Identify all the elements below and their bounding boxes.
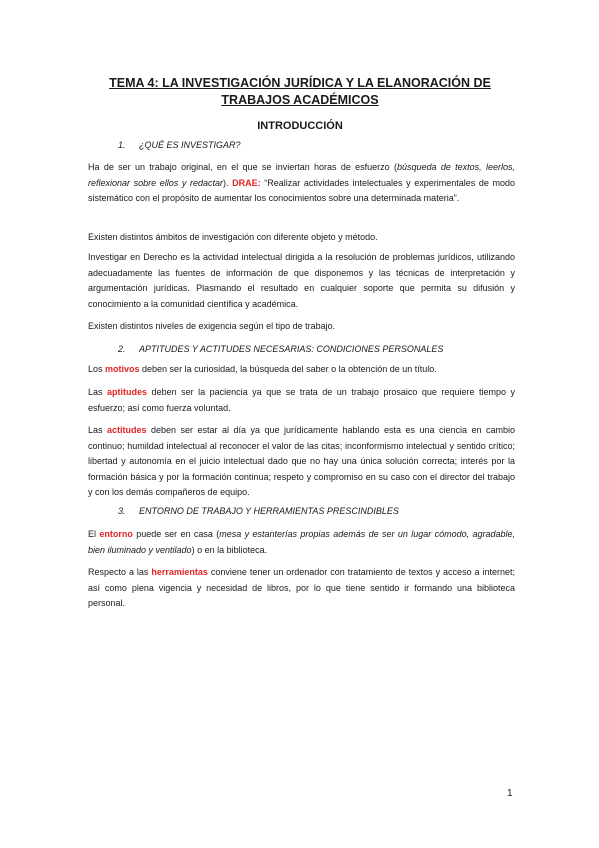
text-run: “Realizar actividades intelectuales y experimentales de modo sistemático con el propósito de aumentar los conocimientos sobre una determinada materia”. [88, 177, 515, 204]
text-run: puede ser en casa ( [132, 529, 220, 539]
section-3-paragraph-entorno [88, 527, 515, 558]
text-run: ). [223, 177, 233, 188]
text-run-italic: búsqueda de textos, leerlos, reflexionar sobre ellos y redactar [88, 162, 516, 188]
document-title: TEMA 4: LA INVESTIGACIÓN JURÍDICA Y LA ELANORACIÓN DE TRABAJOS ACADÉMICOS [109, 76, 491, 107]
text-run: Ha de ser un trabajo original, en el que se inviertan horas de esfuerzo ( [88, 162, 397, 172]
section-1-number: 1. [118, 140, 126, 150]
section-2-heading [118, 343, 538, 355]
section-2-number: 2. [118, 344, 126, 354]
section-1-paragraph-4: Existen distintos niveles de exigencia según el tipo de trabajo. [88, 321, 336, 331]
section-2-paragraph-motivos [88, 362, 515, 378]
section-1-paragraph-3: Investigar en Derecho es la actividad intelectual dirigida a la resolución de problemas jurídicos, utilizando adecuadamente las fuentes de información de que disponemos y las técnicas de interpretación y argumentación jurídicas. Plasmando el resultado en cualquier soporte que permita su difusión y conocimiento a la comunidad científica y académica. [88, 252, 515, 309]
section-3-number: 3. [118, 506, 126, 516]
highlight-motivos: motivos [105, 364, 140, 374]
section-1-heading [118, 139, 538, 151]
section-2-paragraph-aptitudes [88, 385, 515, 416]
drae-label: DRAE: [232, 177, 261, 188]
text-run: Las [88, 425, 107, 435]
section-3-paragraph-herramientas [88, 565, 515, 612]
text-run: El [88, 529, 100, 539]
section-2-paragraph-actitudes [88, 423, 515, 501]
text-run: deben ser estar al día ya que jurídicamente hablando esta es una ciencia en cambio continuo; humildad intelectual al reconocer el valor de las citas; inconformismo intelectual y sentido crítico; libertad y autonomía en el juicio intelectual dado que no hay una única solución correcta; interés por la formación básica y por la formación continua; respeto y compromiso en su caso con el director del trabajo y con los demás compañeros de equipo. [88, 425, 515, 498]
highlight-entorno: entorno [99, 529, 133, 539]
highlight-actitudes: actitudes [107, 425, 147, 435]
text-run: conviene tener un ordenador con tratamiento de textos y acceso a internet; así como plena vigencia y necesidad de libros, por lo que tiene sentido ir formando una biblioteca personal. [88, 567, 515, 609]
section-3-heading-text: ENTORNO DE TRABAJO Y HERRAMIENTAS PRESCINDIBLES [139, 506, 399, 516]
section-3-heading [118, 505, 538, 517]
section-title-introduccion: INTRODUCCIÓN [257, 120, 343, 132]
section-1-paragraph-1 [88, 160, 515, 207]
page-number: 1 [507, 788, 513, 799]
section-1-heading-text: ¿QUÉ ES INVESTIGAR? [139, 140, 241, 150]
highlight-herramientas: herramientas [151, 567, 208, 577]
section-2-heading-text: APTITUDES Y ACTITUDES NECESARIAS: CONDICIONES PERSONALES [139, 344, 444, 354]
text-run: Las [88, 387, 108, 397]
highlight-aptitudes: aptitudes [107, 387, 148, 397]
text-run-italic: mesa y estanterías propias además de ser un lugar cómodo, agradable, bien iluminado y ventilado [88, 529, 515, 555]
text-run: deben ser la paciencia ya que se trata de un trabajo prosaico que requiere tiempo y esfuerzo; así como fuerza voluntad. [88, 387, 515, 413]
section-1-paragraph-2: Existen distintos ámbitos de investigación con diferente objeto y método. [88, 232, 378, 242]
text-run: deben ser la curiosidad, la búsqueda del saber o la obtención de un título. [139, 364, 437, 374]
text-run: Los [88, 364, 106, 374]
text-run: ) o en la biblioteca. [191, 544, 268, 555]
text-run: Respecto a las [88, 567, 152, 577]
